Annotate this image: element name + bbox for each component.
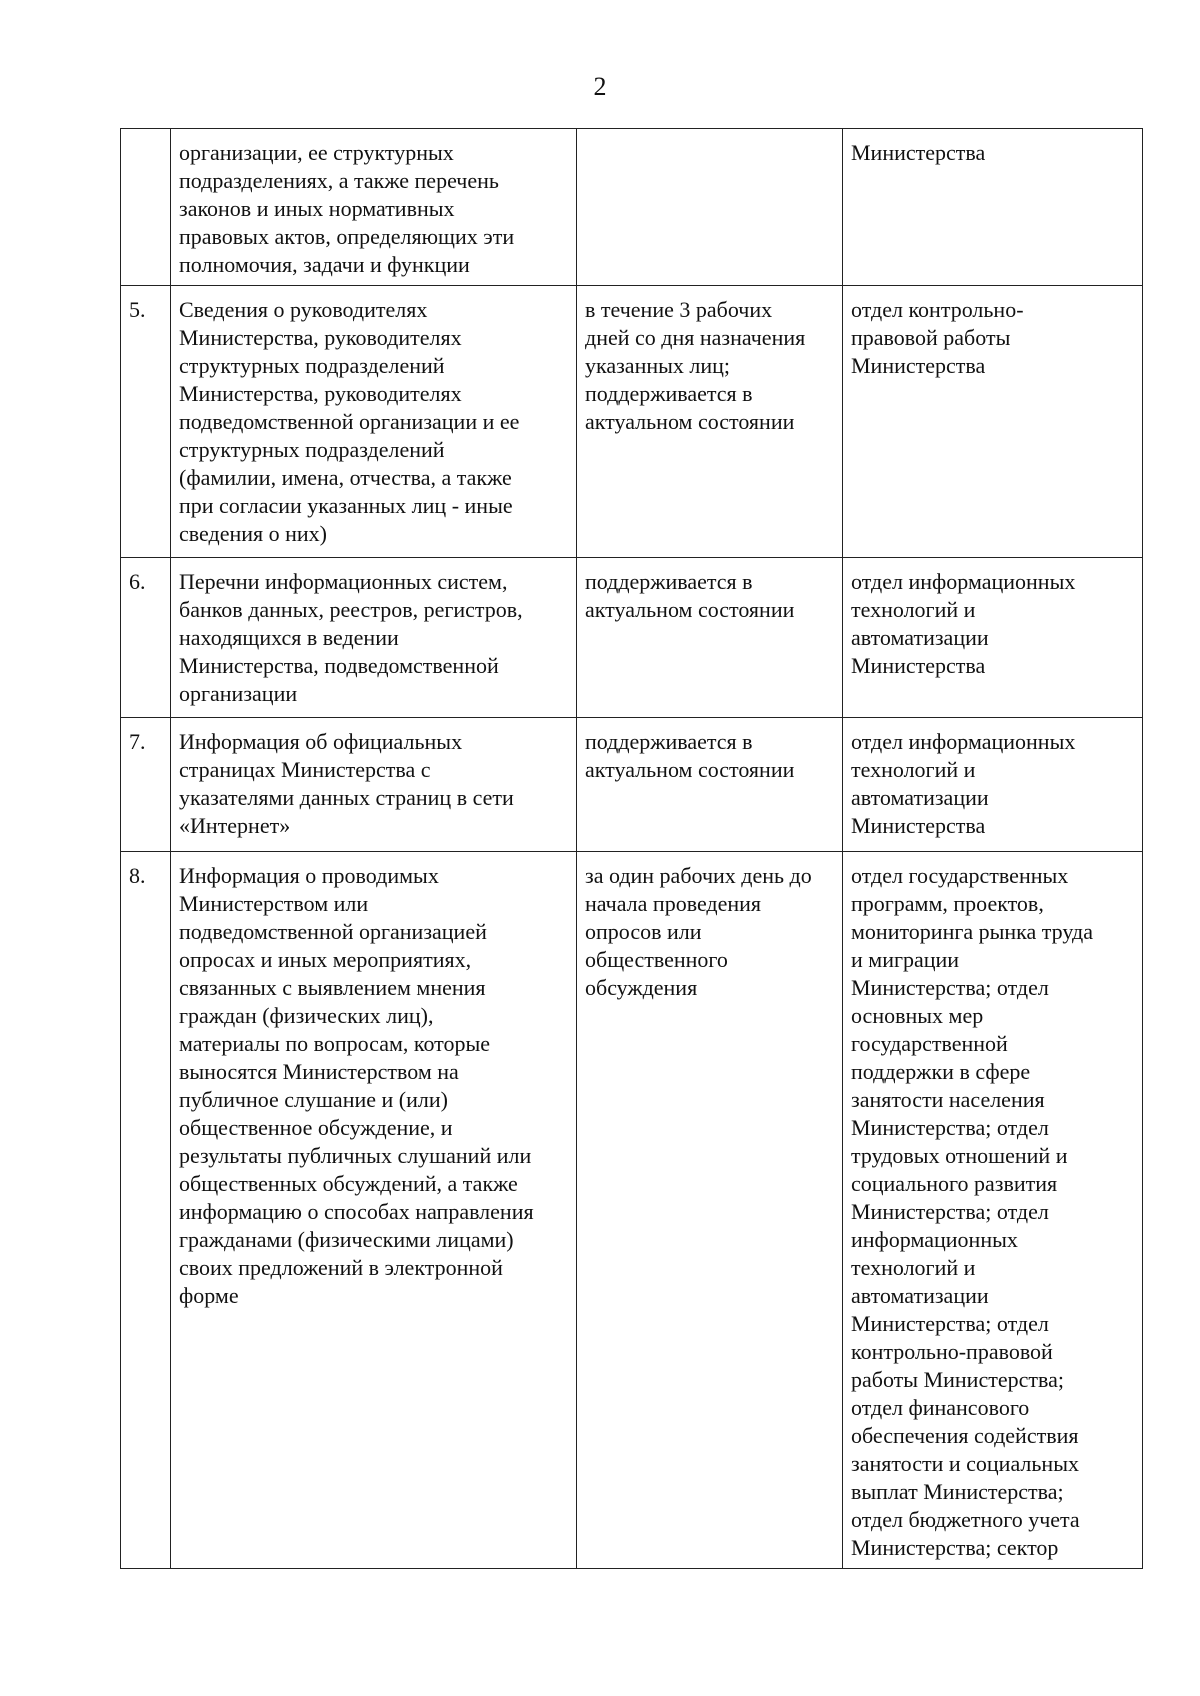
item-name-cell: Сведения о руководителях Министерства, руководителях структурных подразделений Министерства, руководителях подведомственной организации и ее структурных подразделений (фамилии, имена, отчества, а также при согласии указанных лиц - иные сведения о них) <box>171 286 577 558</box>
row-number-cell: 8. <box>121 852 171 1569</box>
page-number: 2 <box>593 72 607 101</box>
table-row <box>121 852 1143 1569</box>
deadline-cell: за один рабочих день до начала проведения опросов или общественного обсуждения <box>577 852 843 1569</box>
responsible-cell: отдел контрольно- правовой работы Министерства <box>843 286 1143 558</box>
document-table <box>120 128 1143 1569</box>
responsible-cell: отдел государственных программ, проектов, мониторинга рынка труда и миграции Министерства; отдел основных мер государственной поддержки в сфере занятости населения Министерства; отдел трудовых отношений и социального развития Министерства; отдел информационных технологий и автоматизации Министерства; отдел контрольно-правовой работы Министерства; отдел финансового обеспечения содействия занятости и социальных выплат Министерства; отдел бюджетного учета Министерства; сектор <box>843 852 1143 1569</box>
responsible-cell: Министерства <box>843 129 1143 286</box>
table-row <box>121 286 1143 558</box>
deadline-cell: поддерживается в актуальном состоянии <box>577 558 843 718</box>
deadline-cell <box>577 129 843 286</box>
table-row <box>121 558 1143 718</box>
row-number-cell: 5. <box>121 286 171 558</box>
responsible-cell: отдел информационных технологий и автоматизации Министерства <box>843 718 1143 852</box>
row-number-cell <box>121 129 171 286</box>
responsible-cell: отдел информационных технологий и автоматизации Министерства <box>843 558 1143 718</box>
item-name-cell: Информация об официальных страницах Министерства с указателями данных страниц в сети «Интернет» <box>171 718 577 852</box>
table-row <box>121 129 1143 286</box>
table-row <box>121 718 1143 852</box>
row-number-cell: 6. <box>121 558 171 718</box>
row-number-cell: 7. <box>121 718 171 852</box>
item-name-cell: Перечни информационных систем, банков данных, реестров, регистров, находящихся в ведении Министерства, подведомственной организации <box>171 558 577 718</box>
item-name-cell: организации, ее структурных подразделениях, а также перечень законов и иных нормативных правовых актов, определяющих эти полномочия, задачи и функции <box>171 129 577 286</box>
deadline-cell: поддерживается в актуальном состоянии <box>577 718 843 852</box>
deadline-cell: в течение 3 рабочих дней со дня назначения указанных лиц; поддерживается в актуальном состоянии <box>577 286 843 558</box>
item-name-cell: Информация о проводимых Министерством или подведомственной организацией опросах и иных мероприятиях, связанных с выявлением мнения граждан (физических лиц), материалы по вопросам, которые выносятся Министерством на публичное слушание и (или) общественное обсуждение, и результаты публичных слушаний или общественных обсуждений, а также информацию о способах направления гражданами (физическими лицами) своих предложений в электронной форме <box>171 852 577 1569</box>
